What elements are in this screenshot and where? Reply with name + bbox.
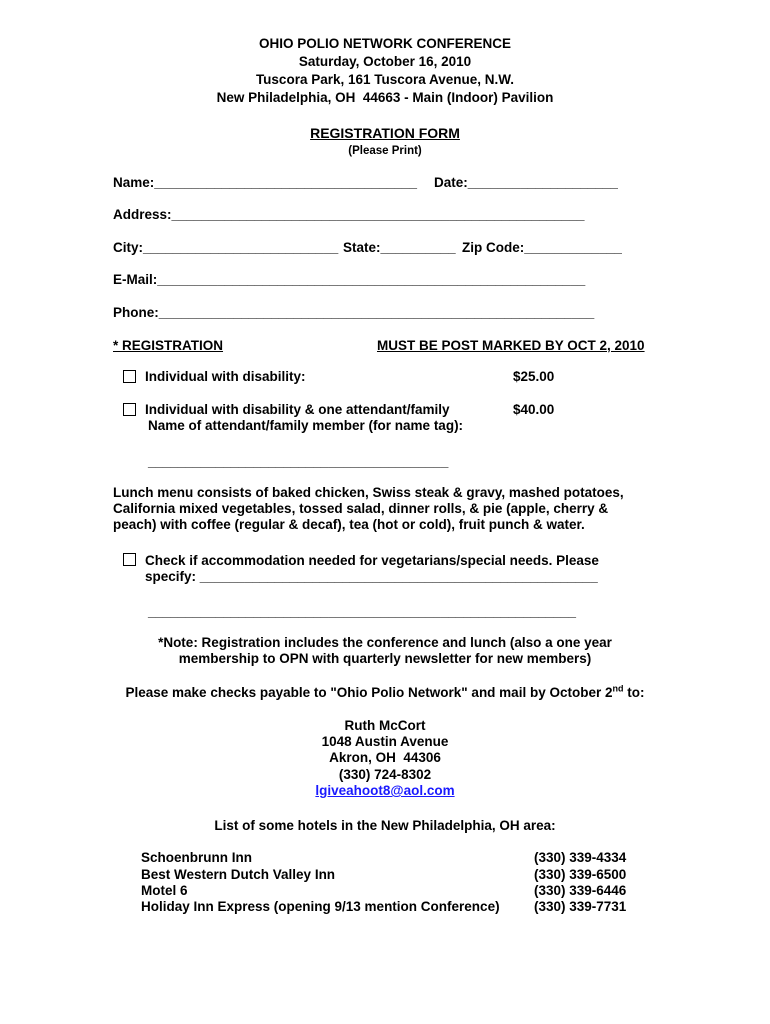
city-field[interactable]: City:__________________________ xyxy=(113,240,339,255)
accommodation-extra-field[interactable]: _________________________________________________________ xyxy=(148,604,576,619)
hotel-phone: (330) 339-6500 xyxy=(534,867,627,882)
address-field[interactable]: Address:_______________________________________________________ xyxy=(113,207,585,222)
contact-name: Ruth McCort xyxy=(344,718,426,733)
hotels-heading: List of some hotels in the New Philadelphia, OH area: xyxy=(214,818,556,833)
payment-text: Please make checks payable to "Ohio Polio Network" and mail by October 2 xyxy=(125,685,613,700)
form-title xyxy=(0,125,770,141)
accommodation-checkbox[interactable] xyxy=(123,553,136,566)
postmark-deadline xyxy=(377,338,645,354)
note-line1: *Note: Registration includes the conference and lunch (also a one year xyxy=(158,635,612,650)
form-print-note: (Please Print) xyxy=(348,145,422,157)
hotel-name: Schoenbrunn Inn xyxy=(141,850,252,865)
attendant-name-label: Name of attendant/family member (for name tag): xyxy=(148,418,464,433)
contact-email-row xyxy=(0,783,770,799)
hotel-name: Best Western Dutch Valley Inn xyxy=(141,867,336,882)
option1-price: $25.00 xyxy=(513,369,555,384)
lunch-menu-line1: Lunch menu consists of baked chicken, Swiss steak & gravy, mashed potatoes, xyxy=(113,485,624,500)
phone-field[interactable]: Phone:__________________________________________________________ xyxy=(113,305,595,320)
contact-street: 1048 Austin Avenue xyxy=(321,734,449,749)
contact-email-link[interactable]: lgiveahoot8@aol.com xyxy=(315,783,455,798)
hotel-phone: (330) 339-6446 xyxy=(534,883,627,898)
conference-date: Saturday, October 16, 2010 xyxy=(298,54,472,69)
form-title-text: REGISTRATION FORM xyxy=(310,125,460,141)
conference-location: New Philadelphia, OH 44663 - Main (Indoor) Pavilion xyxy=(216,90,554,105)
registration-heading-text: * REGISTRATION xyxy=(113,338,224,353)
lunch-menu-line3: peach) with coffee (regular & decaf), tea (hot or cold), fruit punch & water. xyxy=(113,517,585,532)
option1-checkbox[interactable] xyxy=(123,370,136,383)
option2-price: $40.00 xyxy=(513,402,555,417)
payment-superscript: nd xyxy=(612,683,624,694)
hotel-name: Holiday Inn Express (opening 9/13 mention Conference) xyxy=(141,899,500,914)
contact-phone: (330) 724-8302 xyxy=(338,767,432,782)
postmark-deadline-text: MUST BE POST MARKED BY OCT 2, 2010 xyxy=(377,338,645,353)
contact-city: Akron, OH 44306 xyxy=(329,750,441,765)
accommodation-label: Check if accommodation needed for vegetarians/special needs. Please xyxy=(145,553,599,568)
email-field[interactable]: E-Mail:_________________________________________________________ xyxy=(113,272,586,287)
conference-title: OHIO POLIO NETWORK CONFERENCE xyxy=(258,36,511,51)
hotel-name: Motel 6 xyxy=(141,883,188,898)
hotel-phone: (330) 339-7731 xyxy=(534,899,627,914)
state-field[interactable]: State:__________ xyxy=(343,240,456,255)
option2-label: Individual with disability & one attendant/family xyxy=(145,402,450,417)
payment-text-end: to: xyxy=(623,685,645,700)
registration-heading xyxy=(113,338,223,354)
option1-label: Individual with disability: xyxy=(145,369,306,384)
name-field[interactable]: Name:___________________________________ xyxy=(113,175,418,190)
zip-field[interactable]: Zip Code:_____________ xyxy=(462,240,622,255)
option2-checkbox[interactable] xyxy=(123,403,136,416)
attendant-name-field[interactable]: ________________________________________ xyxy=(148,454,449,469)
note-line2: membership to OPN with quarterly newsletter for new members) xyxy=(178,651,592,666)
hotel-phone: (330) 339-4334 xyxy=(534,850,627,865)
date-field[interactable]: Date:____________________ xyxy=(434,175,618,190)
conference-venue: Tuscora Park, 161 Tuscora Avenue, N.W. xyxy=(255,72,515,87)
lunch-menu-line2: California mixed vegetables, tossed salad, dinner rolls, & pie (apple, cherry & xyxy=(113,501,609,516)
payment-instructions xyxy=(0,685,770,701)
accommodation-specify-field[interactable]: specify: _____________________________________________________ xyxy=(145,569,598,584)
